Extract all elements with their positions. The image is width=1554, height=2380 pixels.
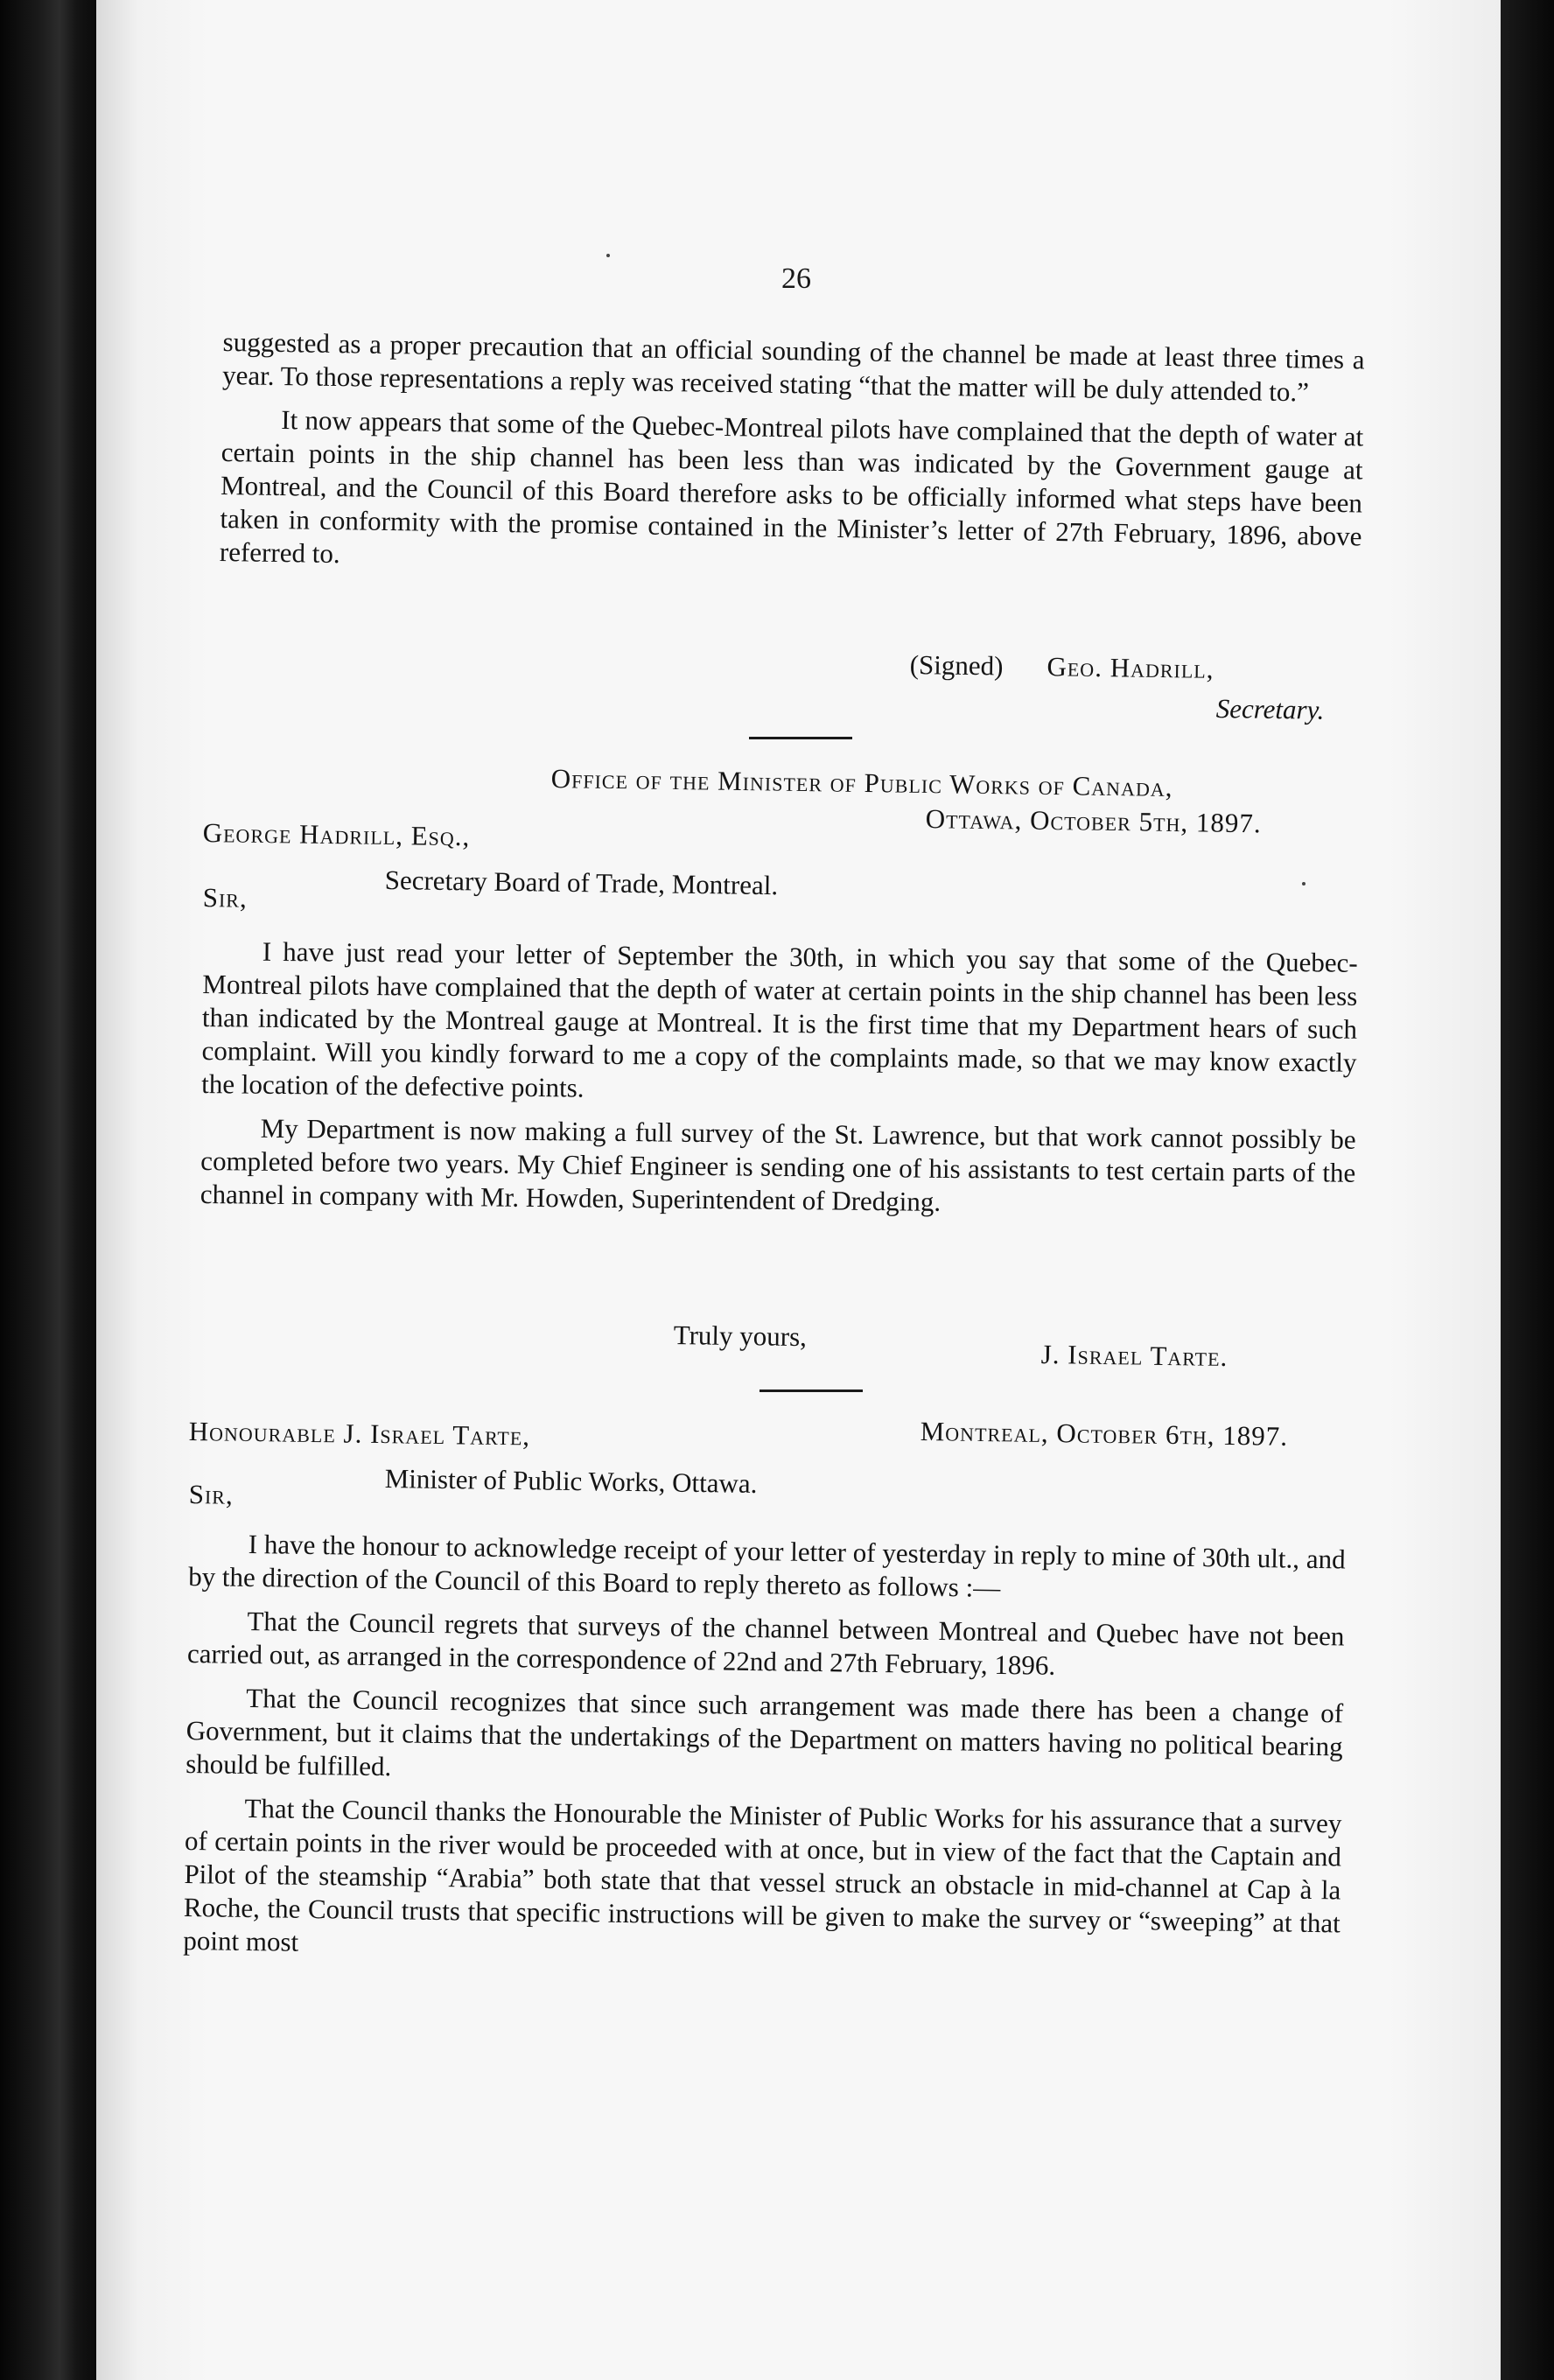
letter3-body xyxy=(183,1527,1346,1984)
letter1-signatory: Geo. Hadrill, xyxy=(1046,651,1214,684)
letter2-paragraph-1: I have just read your letter of September the 30th, in which you say that some of the Quebec-Montreal pilots have complained that the depth of water at certain points in the ship channel has been less than indicated by the Montreal gauge at Montreal. It is the first time that my Department hears of such complaint. Will you kindly forward to me a copy of the complaints made, so that we may know exactly the location of the defective points. xyxy=(201,935,1358,1103)
letter1-signatory-title: Secretary. xyxy=(1215,693,1325,725)
letter3-paragraph-4: That the Council thanks the Honourable the Minister of Public Works for his assurance that a survey of certain points in the river would be proceeded with at once, but in view of the fact that the Captain and Pilot of the steamship “Arabia” both state that that vessel struck an obstacle in mid-channel at Cap à la Roche, the Council trusts that specific instructions will be given to make the survey or “sweeping” at that point most xyxy=(183,1792,1342,1957)
letter1-paragraph-1: suggested as a proper precaution that an official sounding of the channel be made at least three times a year. To those representations a reply was received stating “that the matter will be duly attended to.” xyxy=(221,326,1365,408)
letter1-body xyxy=(219,326,1364,597)
letter3-paragraph-2: That the Council regrets that surveys of the channel between Montreal and Quebec have not been carried out, as arranged in the correspondence of 22nd and 27th February, 1896. xyxy=(186,1605,1345,1681)
letter3-paragraph-1: I have the honour to acknowledge receipt of your letter of yesterday in reply to mine of 30th ult., and by the direction of the Council of this Board to reply thereto as follows :— xyxy=(187,1528,1346,1603)
page-number: 26 xyxy=(781,262,811,295)
letter2-paragraph-2: My Department is now making a full survey of the St. Lawrence, but that work cannot possibly be completed before two years. My Chief Engineer is sending one of his assistants to test certain parts of the channel in company with Mr. Howden, Superintendent of Dredging. xyxy=(200,1112,1356,1217)
letter3-addressee: Honourable J. Israel Tarte, xyxy=(188,1416,531,1452)
letter2-signatory: J. Israel Tarte. xyxy=(1040,1339,1228,1372)
letter3-salutation: Sir, xyxy=(188,1479,234,1510)
letter2-closing: Truly yours, xyxy=(673,1320,808,1353)
letter2-place-date: Ottawa, October 5th, 1897. xyxy=(925,803,1262,839)
letter1-signature-line xyxy=(909,649,1214,685)
signed-label: (Signed) xyxy=(909,649,1004,682)
letter2-body xyxy=(200,934,1358,1234)
letter2-office: Office of the Minister of Public Works of Canada, xyxy=(550,763,1173,802)
facing-page-edge xyxy=(1501,0,1554,2380)
letter2-addressee: George Hadrill, Esq., xyxy=(202,817,471,852)
letter3-addressee-title: Minister of Public Works, Ottawa. xyxy=(384,1463,758,1499)
section-divider xyxy=(749,737,852,739)
print-speck xyxy=(1302,882,1306,886)
print-speck xyxy=(606,254,610,257)
letter2-salutation: Sir, xyxy=(202,882,248,914)
book-spine xyxy=(0,0,96,2380)
letter3-place-date: Montreal, October 6th, 1897. xyxy=(920,1416,1289,1452)
section-divider xyxy=(760,1390,863,1392)
letter3-paragraph-3: That the Council recognizes that since such arrangement was made there has been a change of Government, but it claims that the undertakings of the Department on matters having no political bearing should be fulfilled. xyxy=(185,1682,1344,1782)
letter2-addressee-title: Secretary Board of Trade, Montreal. xyxy=(384,864,779,901)
letter1-paragraph-2: It now appears that some of the Quebec-Montreal pilots have complained that the depth of water at certain points in the ship channel has been less than was indicated by the Government gauge at Montreal, and the Council of this Board therefore asks to be officially informed what steps have been taken in conformity with the promise contained in the Minister’s letter of 27th February, 1896, above referred to. xyxy=(219,404,1364,570)
